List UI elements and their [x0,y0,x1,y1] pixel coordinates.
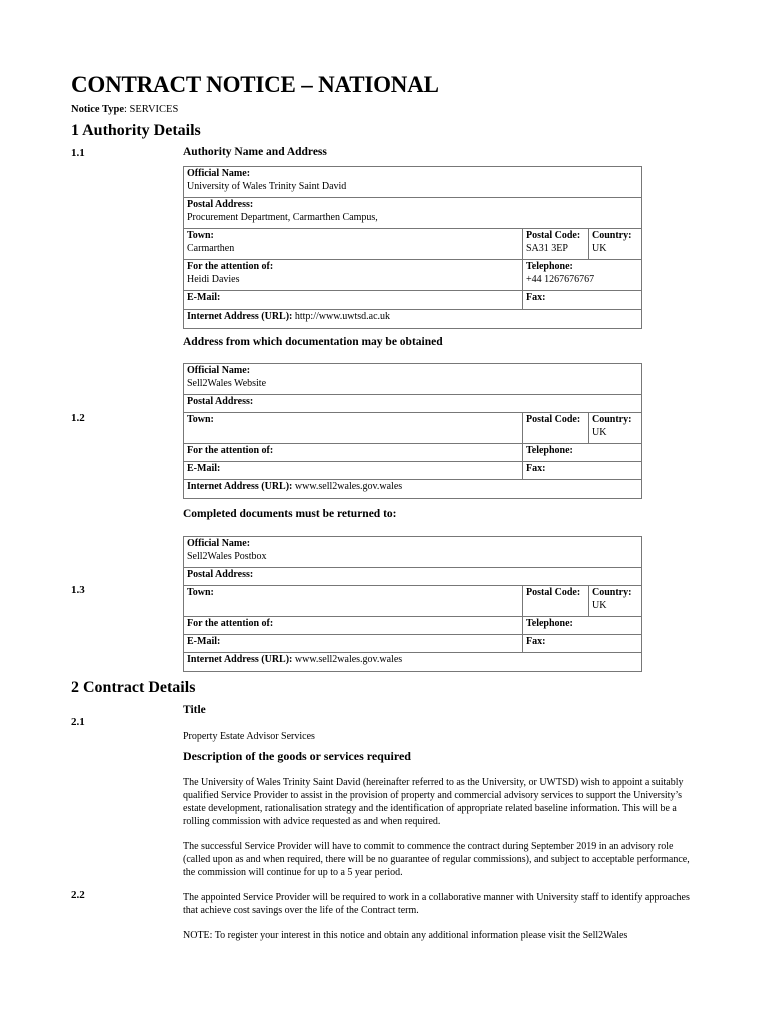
town-label: Town: [187,587,214,598]
official-name-value: University of Wales Trinity Saint David [187,180,347,192]
telephone-value: +44 1267676767 [526,273,595,285]
url-label: Internet Address (URL): [187,654,293,665]
authority-heading: Authority Name and Address [183,146,327,158]
country-value: UK [592,242,607,254]
description-paragraph: The successful Service Provider will have to commit to commence the contract during September 2019 in an advisory role (called upon as and when required, there will be no guarantee of regular commissions), and subject to acceptable performance, the commission will continue for up to a 5 year period. [183,841,690,878]
notice-type-label: Notice Type [71,104,124,115]
notice-type-value: SERVICES [129,104,179,115]
postal-code-value: SA31 3EP [526,242,568,254]
official-name-label: Official Name: [187,168,251,179]
section2-heading: 2 Contract Details [71,679,196,696]
section-number-1-1: 1.1 [71,147,85,159]
notice-type: Notice Type: SERVICES [71,104,179,115]
documentation-address-table [183,363,642,499]
contract-title: Property Estate Advisor Services [183,731,315,742]
description-body [183,776,698,954]
section-number-2-2: 2.2 [71,889,85,901]
country-label: Country: [592,414,632,425]
page-title: CONTRACT NOTICE – NATIONAL [71,72,439,97]
url-value[interactable]: www.sell2wales.gov.wales [294,481,403,492]
town-label: Town: [187,230,214,241]
fax-label: Fax: [526,636,546,647]
country-label: Country: [592,587,632,598]
email-label: E-Mail: [187,463,221,474]
documentation-address-heading: Address from which documentation may be obtained [183,336,443,348]
town-value: Carmarthen [187,242,235,254]
postal-code-label: Postal Code: [526,414,581,425]
telephone-label: Telephone: [526,618,573,629]
official-name-label: Official Name: [187,538,251,549]
telephone-label: Telephone: [526,261,573,272]
postal-code-label: Postal Code: [526,230,581,241]
section-number-1-2: 1.2 [71,412,85,424]
postal-address-label: Postal Address: [187,396,254,407]
description-heading: Description of the goods or services required [183,749,411,763]
section-number-1-3: 1.3 [71,584,85,596]
authority-address-table [183,166,642,329]
description-paragraph: The University of Wales Trinity Saint David (hereinafter referred to as the University, or UWTSD) wish to appoint a suitably qualified Service Provider to assist in the provision of property and commercial advisory services to support the University’s estate development, rationalisation strategy and the identification of appropriate related baseline information. This will be a rolling commission with advice requested as and when required. [183,777,684,827]
attention-label: For the attention of: [187,261,274,272]
postal-address-value: Procurement Department, Carmarthen Campus, [187,211,378,223]
section1-heading: 1 Authority Details [71,122,201,139]
official-name-label: Official Name: [187,365,251,376]
fax-label: Fax: [526,463,546,474]
fax-label: Fax: [526,292,546,303]
postal-address-label: Postal Address: [187,199,254,210]
url-value[interactable]: http://www.uwtsd.ac.uk [294,311,391,322]
postal-code-label: Postal Code: [526,587,581,598]
url-label: Internet Address (URL): [187,311,293,322]
attention-label: For the attention of: [187,445,274,456]
return-address-table [183,536,642,672]
description-paragraph: NOTE: To register your interest in this notice and obtain any additional information please visit the Sell2Wales [183,930,628,941]
official-name-value: Sell2Wales Website [187,377,267,389]
postal-address-label: Postal Address: [187,569,254,580]
description-paragraph: The appointed Service Provider will be required to work in a collaborative manner with University staff to identify approaches that achieve cost savings over the life of the Contract term. [183,892,690,916]
section-number-2-1: 2.1 [71,716,85,728]
url-value[interactable]: www.sell2wales.gov.wales [294,654,403,665]
telephone-label: Telephone: [526,445,573,456]
country-value: UK [592,426,607,438]
country-value: UK [592,599,607,611]
url-label: Internet Address (URL): [187,481,293,492]
country-label: Country: [592,230,632,241]
email-label: E-Mail: [187,636,221,647]
email-label: E-Mail: [187,292,221,303]
attention-label: For the attention of: [187,618,274,629]
title-heading: Title [183,704,206,716]
attention-value: Heidi Davies [187,273,240,285]
return-address-heading: Completed documents must be returned to: [183,508,397,520]
town-label: Town: [187,414,214,425]
official-name-value: Sell2Wales Postbox [187,550,267,562]
